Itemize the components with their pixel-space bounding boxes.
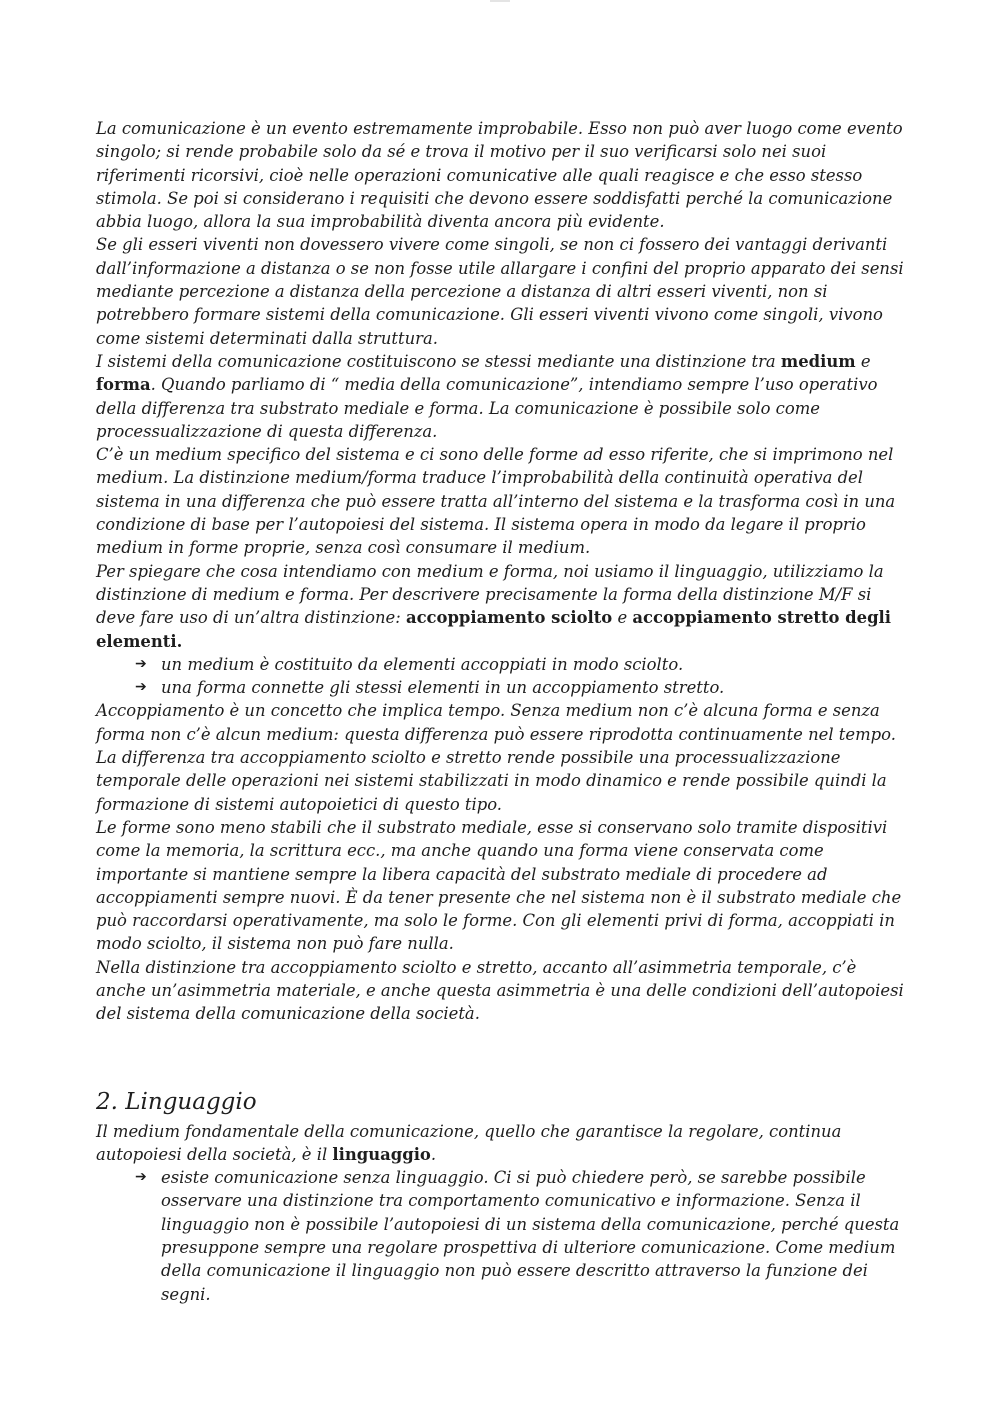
bold-term-loose-coupling: accoppiamento sciolto: [405, 608, 613, 628]
paragraph-coupling-time: Accoppiamento è un concetto che implica tempo. Senza medium non c’è alcuna forma e senza forma non c’è alcun medium: questa differenza può essere riprodotta continuamente nel tempo. La differenza tra accoppiamento sciolto e stretto rende possibile una processualizzazione temporale delle operazioni nei sistemi stabilizzati in modo dinamico e rende possibile quindi la formazione di sistemi autopoietici di questo tipo.: [96, 701, 896, 814]
list-item-text: esiste comunicazione senza linguaggio. Ci si può chiedere però, se sarebbe possibile osservare una distinzione tra comportamento comunicativo e informazione. Senza il linguaggio non è possibile l’autopoiesi di un sistema della comunicazione, perché questa presuppone sempre una regolare prospettiva di ulteriore comunicazione. Come medium della comunicazione il linguaggio non può essere descritto attraverso la funzione dei segni.: [161, 1168, 900, 1304]
paragraph-text: Per spiegare che cosa intendiamo con medium e forma, noi usiamo il linguaggio, utilizziamo la distinzione di medium e forma. Per descrivere precisamente la forma della distinzione M/F si deve fare uso di un’altra distinzione:: [96, 561, 884, 628]
list-item: [135, 676, 908, 699]
paragraph-text: e: [855, 351, 871, 371]
paragraph-living-beings: Se gli esseri viventi non dovessero vivere come singoli, se non ci fossero dei vantaggi derivanti dall’informazione a distanza o se non fosse utile allargare i confini del proprio apparato dei sensi mediante percezione a distanza della percezione a distanza di altri esseri viventi, non si potrebbero formare sistemi della comunicazione. Gli esseri viventi vivono come singoli, vivono come sistemi determinati dalla struttura.: [96, 235, 904, 348]
paragraph-text: .: [430, 1144, 437, 1164]
section-heading-linguaggio: 2. Linguaggio: [96, 1088, 257, 1115]
bold-term-forma: forma: [96, 375, 151, 395]
paragraph-coupling-intro: [96, 560, 908, 653]
list-item-text: un medium è costituito da elementi accoppiati in modo sciolto.: [161, 654, 684, 674]
arrow-bullet-icon: ➔: [135, 655, 147, 672]
paragraph-improbability: La comunicazione è un evento estremamente improbabile. Esso non può aver luogo come evento singolo; si rende probabile solo da sé e trova il motivo per il suo verificarsi solo nei suoi riferimenti ricorsivi, cioè nelle operazioni comunicative alle quali reagisce e che esso stesso stimola. Se poi si considerano i requisiti che devono essere soddisfatti perché la comunicazione abbia luogo, allora la sua improbabilità diventa ancora più evidente.: [96, 119, 903, 232]
paragraph-material-asymmetry: Nella distinzione tra accoppiamento sciolto e stretto, accanto all’asimmetria temporale, c’è anche un’asimmetria materiale, e anche questa asimmetria è una delle condizioni dell’autopoiesi del sistema della comunicazione della società.: [96, 957, 904, 1024]
paragraph-specific-medium: C’è un medium specifico del sistema e ci sono delle forme ad esso riferite, che si imprimono nel medium. La distinzione medium/forma traduce l’improbabilità della continuità operativa del sistema in una differenza che può essere tratta all’interno del sistema e la trasforma così in una condizione di base per l’autopoiesi del sistema. Il sistema opera in modo da legare il proprio medium in forme proprie, senza così consumare il medium.: [96, 445, 896, 558]
coupling-bullet-list: [96, 653, 908, 700]
language-bullet-list: [96, 1166, 908, 1306]
page-header-mark: [490, 0, 510, 2]
arrow-bullet-icon: ➔: [135, 679, 147, 696]
bold-term-medium: medium: [780, 351, 856, 371]
bold-term-tight-coupling: accoppiamento stretto degli elementi.: [96, 608, 891, 651]
bold-term-linguaggio: linguaggio: [332, 1144, 431, 1164]
paragraph-forms-stability: Le forme sono meno stabili che il substrato mediale, esse si conservano solo tramite dispositivi come la memoria, la scrittura ecc., ma anche quando una forma viene conservata come importante si mantiene sempre la libera capacità del substrato mediale di procedere ad accoppiamenti sempre nuovi. È da tener presente che nel sistema non è il substrato mediale che può raccordarsi operativamente, ma solo le forme. Con gli elementi privi di forma, accoppiati in modo sciolto, il sistema non può fare nulla.: [96, 817, 902, 954]
list-item: [135, 1166, 908, 1306]
paragraph-text: I sistemi della comunicazione costituiscono se stessi mediante una distinzione tra: [96, 351, 781, 371]
paragraph-text: Il medium fondamentale della comunicazione, quello che garantisce la regolare, continua autopoiesi della società, è il: [96, 1121, 842, 1164]
paragraph-medium-form: [96, 350, 908, 443]
paragraph-text: . Quando parliamo di “ media della comunicazione”, intendiamo sempre l’uso operativo della differenza tra substrato mediale e forma. La comunicazione è possibile solo come processualizzazione di questa differenza.: [96, 375, 878, 441]
arrow-bullet-icon: ➔: [135, 1169, 147, 1186]
document-page: [96, 117, 908, 1306]
list-item: [135, 653, 908, 676]
paragraph-text: e: [612, 608, 633, 628]
list-item-text: una forma connette gli stessi elementi in un accoppiamento stretto.: [161, 678, 725, 698]
paragraph-language-intro: [96, 1120, 908, 1167]
